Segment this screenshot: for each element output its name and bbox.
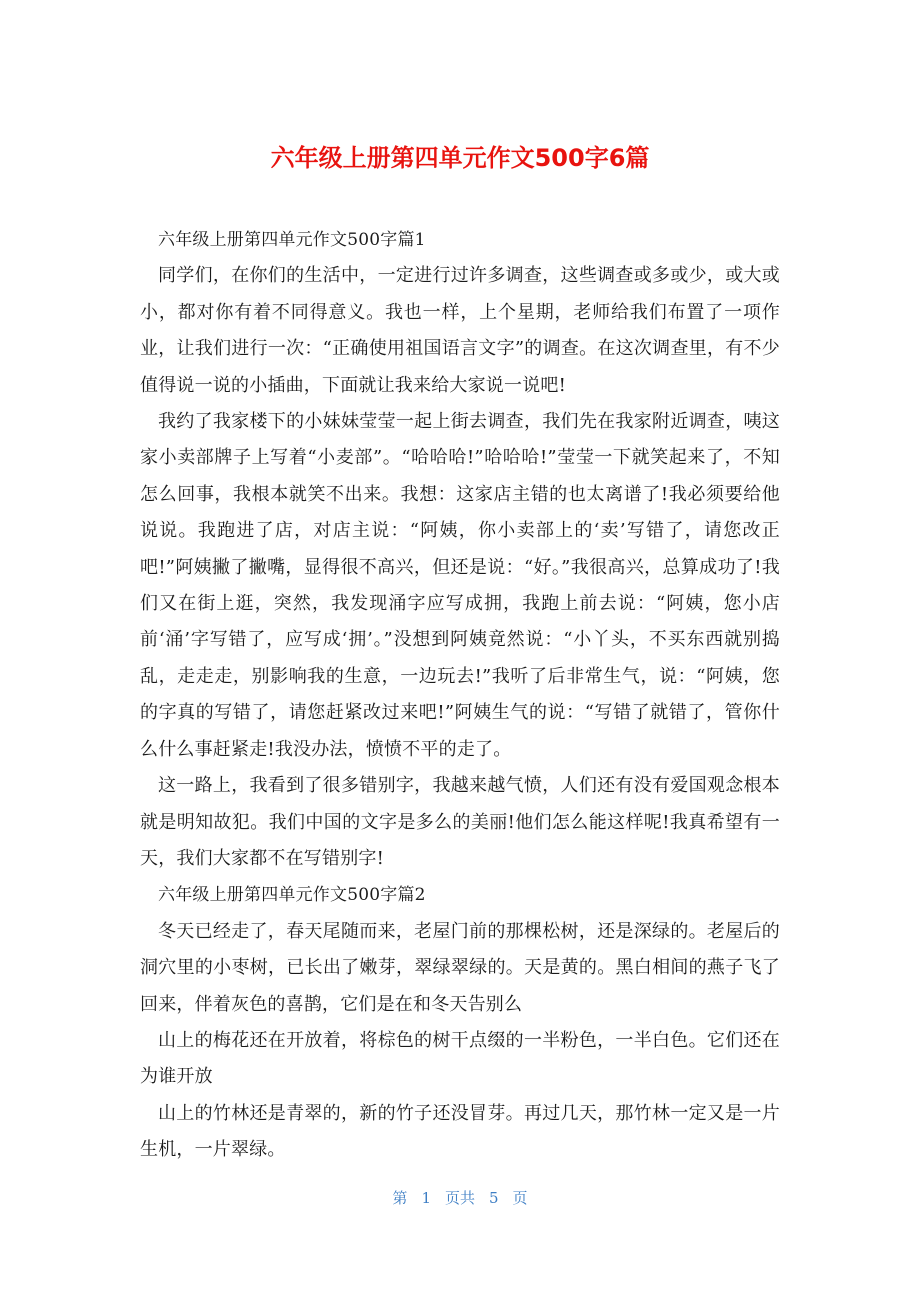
- page-number-footer: [0, 1186, 920, 1210]
- document-title: 六年级上册第四单元作文500字6篇: [270, 144, 650, 172]
- current-page-number: 1: [421, 1189, 431, 1207]
- total-pages-number: 5: [489, 1189, 499, 1207]
- footer-suffix: 页: [512, 1189, 528, 1207]
- body-paragraph: 山上的竹林还是青翠的，新的竹子还没冒芽。再过几天，那竹林一定又是一片生机，一片翠绿。: [140, 1102, 780, 1161]
- footer-middle: 页共: [444, 1189, 475, 1207]
- body-paragraph: 这一路上，我看到了很多错别字，我越来越气愤，人们还有没有爱国观念根本就是明知故犯。我们中国的文字是多么的美丽!他们怎么能这样呢!我真希望有一天，我们大家都不在写错别字!: [140, 775, 780, 869]
- footer-prefix: 第: [392, 1189, 408, 1207]
- document-body: [140, 222, 780, 1169]
- body-paragraph: 同学们，在你们的生活中，一定进行过许多调查，这些调查或多或少，或大或小，都对你有着不同得意义。我也一样，上个星期，老师给我们布置了一项作业，让我们进行一次：“正确使用祖国语言文字”的调查。在这次调查里，有不少值得说一说的小插曲，下面就让我来给大家说一说吧!: [140, 265, 780, 396]
- body-paragraph: 我约了我家楼下的小妹妹莹莹一起上街去调查，我们先在我家附近调查，咦这家小卖部牌子上写着“小麦部”。“哈哈哈!”哈哈哈!”莹莹一下就笑起来了，不知怎么回事，我根本就笑不出来。我想：这家店主错的也太离谱了!我必须要给他说说。我跑进了店，对店主说：“阿姨，你小卖部上的‘卖’写错了，请您改正吧!”阿姨撇了撇嘴，显得很不高兴，但还是说：“好。”我很高兴，总算成功了!我们又在街上逛，突然，我发现涌字应写成拥，我跑上前去说：“阿姨，您小店前‘涌’字写错了，应写成‘拥’。”没想到阿姨竟然说：“小丫头，不买东西就别捣乱，走走走，别影响我的生意，一边玩去!”我听了后非常生气，说：“阿姨，您的字真的写错了，请您赶紧改过来吧!”阿姨生气的说：“写错了就错了，管你什么什么事赶紧走!我没办法，愤愤不平的走了。: [140, 411, 780, 760]
- body-paragraph: 冬天已经走了，春天尾随而来，老屋门前的那棵松树，还是深绿的。老屋后的洞穴里的小枣树，已长出了嫩芽，翠绿翠绿的。天是黄的。黑白相间的燕子飞了回来，伴着灰色的喜鹊，它们是在和冬天告别么: [140, 920, 780, 1015]
- body-paragraph: 山上的梅花还在开放着，将棕色的树干点缀的一半粉色，一半白色。它们还在为谁开放: [140, 1029, 780, 1088]
- section-heading: 六年级上册第四单元作文500字篇2: [158, 885, 426, 906]
- section-heading: 六年级上册第四单元作文500字篇1: [158, 230, 426, 250]
